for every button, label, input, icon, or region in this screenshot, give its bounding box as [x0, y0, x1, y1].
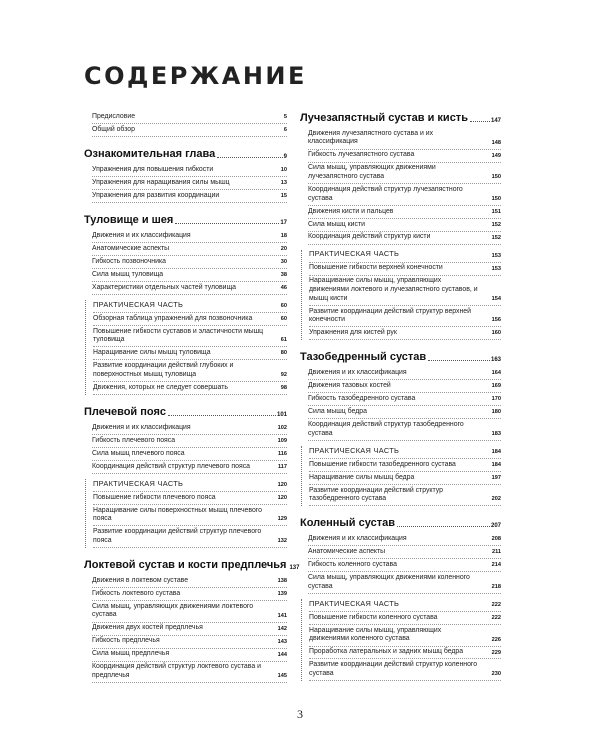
toc-entry-title: Движения, которых не следует совершать [93, 383, 228, 391]
toc-entry[interactable] [92, 589, 287, 601]
toc-entry-page: 169 [491, 383, 501, 390]
toc-entry-title: Анатомические аспекты [308, 548, 386, 556]
toc-chapter-title: Локтевой сустав и кости предплечья [84, 559, 287, 571]
toc-entry[interactable] [308, 233, 501, 245]
toc-entry-title: Движения тазовых костей [308, 382, 391, 390]
toc-entry-page: 15 [280, 192, 287, 199]
toc-entry[interactable] [93, 506, 287, 527]
toc-entry[interactable] [92, 191, 287, 203]
toc-entry-title: Упражнения для повышения гибкости [92, 165, 214, 173]
toc-chapter-heading[interactable] [300, 351, 501, 363]
toc-left-column [84, 112, 300, 684]
toc-entry-page: 18 [280, 232, 287, 239]
toc-entry-title: Гибкость предплечья [92, 637, 160, 645]
toc-entry-title: Гибкость коленного сустава [308, 561, 397, 569]
toc-entry[interactable] [92, 576, 287, 588]
toc-entry-title: Развитие координации действий глубоких и поверхностных мышц туловища [93, 362, 234, 378]
toc-entry-list [300, 368, 501, 441]
toc-entry-page: 117 [277, 463, 287, 470]
toc-entry[interactable] [92, 165, 287, 177]
toc-entry-title: Сила мышц, управляющих движениями локтевого сустава [92, 602, 254, 619]
toc-chapter-page: 207 [490, 523, 501, 530]
toc-entry[interactable] [92, 125, 287, 137]
toc-entry-page: 143 [277, 638, 287, 645]
toc-entry-page: 214 [491, 562, 501, 569]
toc-entry[interactable] [93, 527, 287, 548]
toc-entry-title: Сила мышц, управляющих движениями коленного сустава [308, 574, 470, 590]
toc-chapter [300, 112, 501, 340]
toc-entry-title: Упражнения для наращивания силы мышц [92, 178, 230, 186]
toc-entry[interactable] [93, 314, 287, 326]
toc-chapter [84, 214, 287, 395]
toc-entry-title: Движения кисти и пальцев [308, 207, 394, 215]
toc-entry-title: ПРАКТИЧЕСКАЯ ЧАСТЬ [309, 598, 400, 608]
toc-practical-heading[interactable] [93, 300, 287, 313]
toc-entry-list [84, 165, 287, 203]
toc-entry-title: Повышение гибкости суставов и эластичности мышц туловища [93, 327, 264, 344]
toc-entry[interactable] [309, 460, 501, 472]
toc-entry-page: 5 [283, 114, 287, 120]
toc-entry-title: Движения и их классификация [92, 423, 191, 431]
toc-practical-heading[interactable] [309, 250, 501, 263]
toc-entry[interactable] [308, 164, 501, 185]
toc-entry[interactable] [309, 307, 501, 328]
toc-entry-title: Координация действий структур локтевого сустава и предплечья [92, 663, 261, 679]
toc-entry[interactable] [92, 637, 287, 649]
toc-chapter-heading[interactable] [84, 406, 287, 418]
toc-entry[interactable] [308, 547, 501, 559]
toc-chapter [84, 148, 287, 203]
toc-entry-page: 92 [280, 371, 287, 378]
toc-entry-title: Проработка латеральных и задних мышц бедра [309, 648, 464, 656]
dot-leader [397, 526, 490, 527]
toc-entry-page: 151 [491, 208, 501, 215]
toc-entry-title: Движения двух костей предплечья [92, 624, 203, 632]
toc-entry[interactable] [309, 473, 501, 485]
toc-chapter-title: Плечевой пояс [84, 405, 167, 418]
toc-chapter-heading[interactable] [300, 517, 501, 529]
toc-right-column [300, 112, 501, 682]
toc-entry-page: 149 [491, 152, 501, 159]
toc-entry-page: 120 [277, 481, 287, 488]
toc-entry-page: 145 [277, 673, 287, 680]
toc-entry-page: 138 [277, 578, 287, 584]
toc-entry-page: 152 [491, 234, 501, 241]
toc-entry-title: Упражнения для развития координации [92, 191, 220, 199]
toc-entry-title: Гибкость плечевого пояса [92, 436, 176, 444]
toc-entry[interactable] [308, 407, 501, 419]
toc-entry-title: Наращивание силы мышц, управляющих движениями коленного сустава [309, 626, 442, 643]
toc-entry-page: 30 [280, 258, 287, 265]
toc-entry-title: Повышение гибкости плечевого пояса [93, 493, 216, 501]
toc-chapter-page: 101 [276, 411, 287, 418]
toc-entry-title: Сила мышц предплечья [92, 650, 170, 658]
page-title: СОДЕРЖАНИЕ [84, 62, 307, 90]
toc-chapter [300, 351, 501, 506]
toc-practical-heading[interactable] [309, 446, 501, 459]
toc-entry-page: 139 [277, 590, 287, 597]
toc-entry-title: Повышение гибкости тазобедренного сустава [309, 460, 456, 468]
toc-entry[interactable] [92, 257, 287, 269]
toc-entry-page: 211 [491, 549, 501, 556]
toc-chapter-title: Тазобедренный сустав [300, 351, 427, 364]
toc-chapter-heading[interactable] [84, 148, 287, 160]
toc-entry-title: Развитие координации действий структур верхней конечности [309, 307, 471, 324]
toc-entry-title: Координация действий структур лучезапястного сустава [308, 185, 463, 202]
toc-entry-page: 180 [491, 409, 501, 416]
toc-entry-page: 20 [280, 245, 287, 252]
toc-entry-page: 229 [491, 649, 501, 656]
toc-practical-heading[interactable] [309, 599, 501, 612]
toc-entry-title: Движения и их классификация [92, 231, 191, 239]
toc-entry[interactable] [308, 368, 501, 380]
toc-entry-list [300, 534, 501, 594]
toc-entry-title: Наращивание силы мышц, управляющих движениями локтевого и лучезапястного суставов, и мышц кисти [309, 277, 478, 302]
toc-entry-title: Сила мышц кисти [308, 220, 365, 228]
toc-entry-title: ПРАКТИЧЕСКАЯ ЧАСТЬ [309, 445, 400, 455]
toc-entry-page: 60 [280, 315, 287, 322]
toc-practical-heading[interactable] [93, 479, 287, 492]
toc-entry-page: 222 [491, 601, 501, 608]
toc-entry[interactable] [92, 436, 287, 448]
toc-entry[interactable] [92, 663, 287, 684]
toc-entry-page: 102 [277, 424, 287, 431]
toc-entry[interactable] [92, 462, 287, 474]
toc-entry-title: Движения и их классификация [308, 535, 407, 543]
toc-entry[interactable] [309, 648, 501, 660]
dot-leader [470, 121, 490, 122]
toc-entry-page: 61 [280, 337, 287, 344]
toc-entry[interactable] [92, 270, 287, 282]
toc-entry-page: 13 [280, 179, 287, 186]
toc-entry-title: Характеристики отдельных частей туловища [92, 283, 236, 291]
toc-entry-list [84, 576, 287, 683]
toc-entry[interactable] [93, 348, 287, 360]
toc-entry-title: Движения в локтевом суставе [92, 576, 189, 584]
toc-entry[interactable] [309, 486, 501, 507]
toc-entry-page: 197 [491, 474, 501, 481]
toc-entry-page: 153 [491, 252, 501, 259]
toc-entry-title: Развитие координации действий структур тазобедренного сустава [309, 486, 443, 503]
toc-entry[interactable] [92, 231, 287, 243]
toc-entry-page: 153 [491, 265, 501, 272]
toc-entry[interactable] [308, 185, 501, 206]
toc-entry[interactable] [92, 650, 287, 662]
toc-chapter-heading[interactable] [84, 559, 300, 571]
toc-entry-title: Развитие координации действий структур плечевого пояса [93, 528, 262, 544]
toc-entry-page: 10 [280, 166, 287, 173]
toc-practical-list [85, 479, 287, 548]
toc-chapter-heading[interactable] [300, 112, 501, 124]
dot-leader [217, 157, 282, 158]
toc-entry-title: Гибкость локтевого сустава [92, 589, 181, 597]
toc-practical-list [85, 300, 287, 395]
toc-entry-title: Предисловие [92, 112, 136, 120]
toc-entry-page: 222 [491, 614, 501, 621]
dot-leader [168, 415, 276, 416]
toc-entry-title: Наращивание силы мышц бедра [309, 473, 415, 481]
toc-entry-title: Гибкость лучезапястного сустава [308, 151, 415, 159]
toc-entry-page: 152 [491, 221, 501, 228]
toc-entry-page: 184 [491, 461, 501, 468]
toc-entry-title: Повышение гибкости коленного сустава [309, 613, 438, 621]
toc-entry[interactable] [308, 151, 501, 163]
toc-entry-page: 230 [491, 671, 501, 678]
toc-entry-page: 144 [277, 651, 287, 658]
toc-entry-page: 6 [283, 126, 287, 133]
toc-entry[interactable] [309, 328, 501, 340]
toc-entry-title: Гибкость тазобедренного сустава [308, 395, 416, 403]
toc-entry-title: ПРАКТИЧЕСКАЯ ЧАСТЬ [309, 249, 400, 259]
toc-entry-page: 183 [491, 430, 501, 437]
toc-entry[interactable] [309, 277, 501, 306]
toc-entry-title: Повышение гибкости верхней конечности [309, 264, 443, 272]
toc-entry[interactable] [308, 420, 501, 441]
toc-entry-title: Сила мышц, управляющих движениями лучезапястного сустава [308, 164, 436, 180]
toc-entry[interactable] [92, 449, 287, 461]
toc-entry-page: 129 [277, 516, 287, 523]
toc-entry-title: Анатомические аспекты [92, 244, 170, 252]
toc-entry-title: Обзорная таблица упражнений для позвоночника [93, 314, 253, 322]
toc-entry[interactable] [92, 602, 287, 623]
toc-entry[interactable] [93, 493, 287, 505]
toc-entry[interactable] [92, 244, 287, 256]
toc-entry-page: 164 [491, 370, 501, 377]
toc-entry-page: 109 [277, 437, 287, 444]
toc-entry-page: 132 [277, 538, 287, 545]
toc-entry[interactable] [308, 129, 501, 150]
toc-entry-page: 184 [491, 448, 501, 455]
toc-entry[interactable] [309, 613, 501, 625]
toc-entry-page: 202 [491, 496, 501, 503]
page-number: 3 [297, 707, 303, 721]
toc-entry-title: Координация действий структур кисти [308, 233, 431, 241]
toc-entry-list [84, 423, 287, 474]
toc-chapter-title: Ознакомительная глава [84, 147, 216, 160]
toc-chapter-page: 137 [289, 565, 300, 571]
toc-entry[interactable] [92, 624, 287, 636]
toc-entry-page: 218 [491, 583, 501, 590]
toc-entry-title: Сила мышц плечевого пояса [92, 449, 185, 457]
toc-chapter [84, 559, 300, 683]
toc-entry[interactable] [308, 534, 501, 546]
toc-chapter-page: 163 [490, 357, 501, 364]
toc-entry-list [84, 112, 287, 137]
toc-entry[interactable] [308, 394, 501, 406]
toc-chapter [84, 112, 287, 137]
toc-entry-page: 208 [491, 536, 501, 543]
toc-entry-page: 120 [277, 494, 287, 501]
toc-practical-list [301, 446, 501, 507]
toc-entry-title: Координация действий структур тазобедренного сустава [308, 421, 464, 437]
toc-entry-page: 226 [491, 636, 501, 643]
toc-entry[interactable] [308, 560, 501, 572]
toc-entry[interactable] [308, 207, 501, 219]
toc-entry[interactable] [308, 220, 501, 232]
toc-chapter [300, 517, 501, 681]
toc-entry[interactable] [309, 264, 501, 276]
toc-entry-page: 98 [280, 384, 287, 391]
toc-entry-title: ПРАКТИЧЕСКАЯ ЧАСТЬ [93, 478, 184, 488]
toc-entry[interactable] [92, 423, 287, 435]
toc-entry-page: 148 [491, 139, 501, 146]
toc-entry-title: Гибкость позвоночника [92, 257, 166, 265]
toc-entry-page: 154 [491, 295, 501, 302]
toc-entry[interactable] [308, 381, 501, 393]
toc-entry-list [84, 231, 287, 295]
toc-entry[interactable] [309, 660, 501, 681]
toc-entry-title: Наращивание силы мышц туловища [93, 349, 211, 357]
toc-entry-title: Движения и их классификация [308, 369, 407, 377]
toc-entry[interactable] [93, 383, 287, 395]
toc-chapter-title: Туловище и шея [84, 213, 174, 226]
toc-entry-title: Развитие координации действий структур коленного сустава [309, 661, 478, 677]
toc-entry-title: Наращивание силы поверхностных мышц плечевого пояса [93, 506, 262, 523]
toc-entry-page: 156 [491, 317, 501, 324]
toc-entry-page: 150 [491, 195, 501, 202]
toc-entry-title: Сила мышц бедра [308, 408, 367, 416]
toc-entry[interactable] [92, 112, 287, 124]
toc-entry-page: 60 [280, 302, 287, 309]
dot-leader [175, 223, 279, 224]
toc-entry-page: 141 [277, 612, 287, 619]
toc-entry-title: Общий обзор [92, 125, 135, 133]
toc-entry-page: 150 [491, 174, 501, 181]
toc-entry-title: Сила мышц туловища [92, 270, 164, 278]
dot-leader [428, 360, 490, 361]
toc-entry-title: Упражнения для кистей рук [309, 329, 397, 337]
toc-entry-page: 160 [491, 330, 501, 337]
toc-chapter-page: 9 [283, 153, 287, 160]
toc-entry[interactable] [93, 327, 287, 348]
toc-entry-title: Движения лучезапястного сустава и их классификация [308, 129, 434, 146]
toc-entry-title: Координация действий структур плечевого пояса [92, 462, 250, 470]
toc-chapter-page: 147 [490, 118, 501, 124]
toc-entry[interactable] [93, 361, 287, 382]
toc-chapter-title: Лучезапястный сустав и кисть [300, 112, 468, 124]
toc-entry-page: 142 [277, 625, 287, 632]
toc-entry-list [300, 129, 501, 245]
toc-entry[interactable] [308, 573, 501, 594]
toc-chapter [84, 406, 287, 548]
toc-entry-page: 80 [280, 350, 287, 357]
toc-entry[interactable] [309, 626, 501, 647]
toc-practical-list [301, 250, 501, 341]
toc-chapter-title: Коленный сустав [300, 517, 395, 530]
toc-entry-page: 170 [491, 396, 501, 403]
toc-chapter-heading[interactable] [84, 214, 287, 226]
toc-entry-page: 38 [280, 271, 287, 278]
toc-practical-list [301, 599, 501, 681]
toc-entry[interactable] [92, 283, 287, 295]
toc-entry-page: 116 [277, 450, 287, 457]
toc-entry-page: 46 [280, 284, 287, 291]
toc-chapter-page: 17 [280, 219, 287, 226]
toc-entry[interactable] [92, 178, 287, 190]
toc-entry-title: ПРАКТИЧЕСКАЯ ЧАСТЬ [93, 299, 184, 309]
